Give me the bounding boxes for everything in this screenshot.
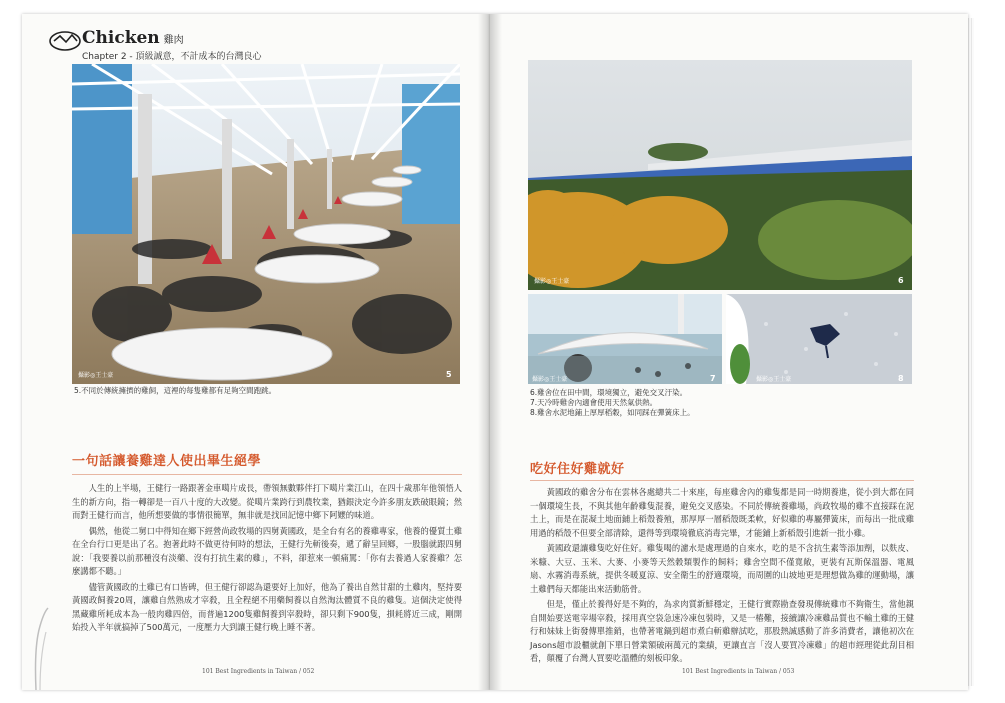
chapter-title: Chicken 雞肉 <box>82 28 184 48</box>
photo-caption: 5.不同於傳統擁擠的雞飼，這裡的每隻雞都有足夠空間跑跳。 <box>74 386 277 395</box>
photo-number: 5 <box>446 370 452 379</box>
body-text <box>72 482 462 635</box>
caption-line: 7.天冷時雞舍內適會使用天然氣供熱。 <box>530 398 658 407</box>
right-page <box>490 14 968 690</box>
heater-photo <box>528 294 722 384</box>
caption-line: 8.雞舍水泥地鋪上厚厚稻穀，如同踩在彈簧床上。 <box>530 408 695 417</box>
heading-rule <box>72 474 462 475</box>
body-text <box>530 486 914 666</box>
rice-husk-photo <box>726 294 912 384</box>
chicken-logo-icon <box>48 30 82 52</box>
section-heading: 吃好住好雞就好 <box>530 462 625 477</box>
book-gutter <box>478 14 502 690</box>
chapter-subtitle: Chapter 2 - 頂級誠意，不計成本的台灣良心 <box>82 52 262 62</box>
field-photo <box>528 60 912 290</box>
photo-credit: 攝影◎王士豪 <box>532 376 568 383</box>
photo-number: 7 <box>710 374 716 383</box>
paragraph: 黃國政的雞舍分布在雲林各處總共二十來座，每座雞舍內的雞隻都是同一時期養進，從小到大都在同一個環境生長，不與其他年齡雞隻混養，避免交叉感染。不同於傳統養雞場，尚政牧場的雞不直接踩在泥土上，而是在混凝土地面鋪上稻殼養殖，那厚厚一層稻殼既柔軟，好似雞的專屬彈簧床，而每出一批成雞用過的稻殼不但要全部清除，還得等到環境徹底消毒完畢，才能鋪上新稻殼引進新一批小雞。 <box>530 487 914 538</box>
paragraph: 但是，僅止於養得好是不夠的，為求肉質新鮮穩定，王健行實際勘查發現傳統雞市不夠衛生，當他親自開始要送電宰場宰殺，採用真空袋急速冷凍包裝時，又是一樁難，接續讓冷凍雞品質也不輸土雞的王健行和妹妹上街發傳單推銷，也帶著電鍋到超市煮白斬雞辦試吃，那股熱誠感動了許多消費者，讓他初次在Jasons超市設櫃就創下單日營業額破兩萬元的業績，更讓直言「沒人要買冷凍雞」的超市經理從此刮目相看，顛覆了台灣人買要吃溫體的刻板印象。 <box>530 599 914 663</box>
photo-credit: 攝影◎王士豪 <box>534 278 570 285</box>
chicken-house-photo <box>72 64 460 384</box>
heading-rule <box>530 480 914 481</box>
left-page <box>22 14 490 690</box>
paragraph: 黃國政還讓雞隻吃好住好。雞隻喝的濾水是處理過的自來水，吃的是不含抗生素等添加劑，以麩皮、米糠、大豆、玉米、大麥、小麥等天然穀類製作的飼料；雞舍空間不僅寬敞，更裝有瓦斯保溫器、電風扇、水霧消毒系統，提供冬暖夏涼、安全衛生的舒適環境，而周圍的山坡地更是理想做為雞的運動場，讓土雞們每天都能出來活動筋骨。 <box>530 543 914 594</box>
caption-line: 6.雞舍位在田中間，環境獨立，避免交叉汙染。 <box>530 388 688 397</box>
page-folio: 101 Best Ingredients in Taiwan / 053 <box>682 668 795 675</box>
paragraph: 偶然，他從二舅口中得知在鄉下經營尚政牧場的四舅黃國政，是全台有名的養雞專家，他養的優質土雞在全台行口更是出了名。抱著此時不做更待何時的想法，王健行先斬後奏，遞了辭呈回鄉，一股腦就跟四舅說：「我要養以前那種沒有淡藥、沒有打抗生素的雞」，不料，卻惹來一頓痛罵：「你有去養過人家養雞？怎麼講都不聽。」 <box>72 525 462 576</box>
photo-number: 6 <box>898 276 904 285</box>
photo-credit: 攝影◎王士豪 <box>756 376 792 383</box>
photo-number: 8 <box>898 374 904 383</box>
bookmark-ribbon-icon <box>32 606 54 690</box>
photo-captions <box>530 388 910 418</box>
photo-credit: 攝影◎王士豪 <box>78 372 114 379</box>
section-heading: 一句話讓養雞達人使出畢生絕學 <box>72 454 262 469</box>
page-folio: 101 Best Ingredients in Taiwan / 052 <box>202 668 315 675</box>
paragraph: 人生的上半場，王健行一路跟著金車噶片成長，帶領無數夥伴打下噶片業江山，在四十歲那年他領悟人生的新方向，指一轉卻是一百八十度的大改變。從噶片業跨行到農牧業，猶銀決定今許多朋友跌破眼鏡；然而對王健行而言，他所想要做的事情很簡單，無非就是找回記憶中鄉下阿嬤的味道。 <box>72 483 462 520</box>
paragraph: 儘管黃國政的土雞已有口皆碑，但王健行卻認為還要好上加好，他為了養出自然甘甜的土雞肉，堅持要黃國政飼養20周，讓雞自然熟成才宰殺，且全程絕不用藥飼養以自然淘汰體質不良的雞隻。這個決定使得黑藏雞所耗成本為一般肉雞四倍，而普遍1200隻雞飼養到宰殺時，卻只剩下900隻，損耗將近三成，剛開始投入半年就搞掉了500萬元，一度壓力大到讓王健行晚上睡不著。 <box>72 581 462 632</box>
